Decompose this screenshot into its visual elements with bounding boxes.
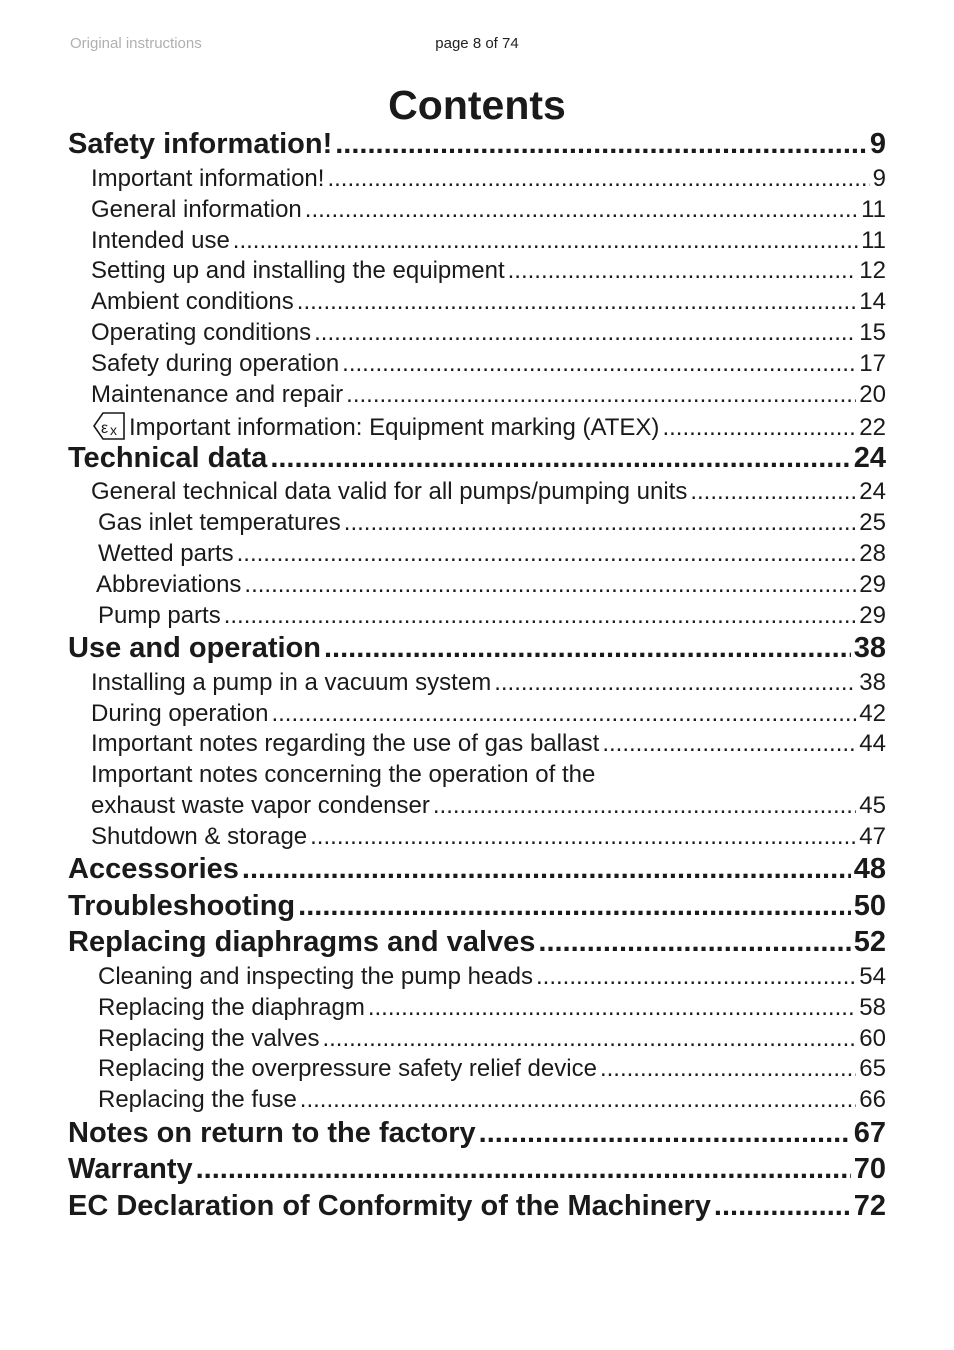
toc-entry-page: 60: [859, 1025, 886, 1052]
toc-entry-page: 52: [853, 926, 886, 958]
toc-entry-title: Warranty: [68, 1153, 193, 1185]
toc-entry[interactable]: [68, 926, 886, 959]
toc-entry-title: Troubleshooting: [68, 890, 296, 922]
toc-entry-title: Technical data: [68, 442, 268, 474]
toc-leader-dots: [224, 602, 857, 630]
toc-leader-dots: [271, 700, 856, 728]
toc-entry-page: 38: [853, 632, 886, 664]
toc-entry-title: Important information!: [91, 165, 325, 192]
toc-entry-title: Replacing the fuse: [98, 1086, 297, 1113]
toc-entry-page: 20: [859, 381, 886, 408]
toc-entry-title: Abbreviations: [96, 571, 242, 598]
toc-entry-page: 14: [859, 288, 886, 315]
toc-leader-dots: [346, 381, 856, 409]
toc-entry-page: 72: [853, 1190, 886, 1222]
toc-leader-dots: [322, 1025, 856, 1053]
toc-entry-page: 50: [853, 890, 886, 922]
toc-entry[interactable]: [98, 1025, 886, 1053]
toc-entry[interactable]: [98, 1055, 886, 1083]
toc-leader-dots: [327, 165, 869, 193]
toc-entry-title: Ambient conditions: [91, 288, 294, 315]
page-title: Contents: [388, 82, 566, 128]
toc-entry[interactable]: [68, 632, 886, 665]
toc-entry-title: Maintenance and repair: [91, 381, 344, 408]
toc-leader-dots: [342, 350, 856, 378]
toc-entry[interactable]: [68, 1153, 886, 1186]
toc-entry[interactable]: [98, 963, 886, 991]
toc-entry[interactable]: [91, 730, 886, 758]
toc-entry-title: During operation: [91, 700, 269, 727]
toc-entry[interactable]: [91, 700, 886, 728]
toc-entry[interactable]: [91, 381, 886, 409]
toc-entry-title: Important information: Equipment marking (ATEX): [129, 414, 660, 441]
toc-entry-title: Notes on return to the factory: [68, 1117, 476, 1149]
toc-entry-page: 67: [853, 1117, 886, 1149]
toc-leader-dots: [237, 540, 857, 568]
toc-leader-dots: [508, 257, 857, 285]
toc-entry[interactable]: [98, 602, 886, 630]
toc-leader-dots: [298, 890, 851, 923]
toc-entry-page: 29: [859, 602, 886, 629]
toc-entry-page: 9: [869, 128, 886, 160]
toc-leader-dots: [433, 792, 856, 820]
toc-entry[interactable]: [68, 1190, 886, 1223]
toc-leader-dots: [242, 853, 851, 886]
toc-leader-dots: [196, 1153, 851, 1186]
toc-leader-dots: [300, 1086, 857, 1114]
toc-entry[interactable]: [91, 411, 886, 442]
toc-entry[interactable]: [91, 227, 886, 255]
toc-leader-dots: [344, 509, 857, 537]
toc-leader-dots: [479, 1117, 851, 1150]
toc-entry-title: EC Declaration of Conformity of the Machinery: [68, 1190, 711, 1222]
toc-leader-dots: [270, 442, 850, 475]
toc-leader-dots: [600, 1055, 856, 1083]
toc-entry-page: 45: [859, 792, 886, 819]
svg-text:ε: ε: [101, 420, 109, 437]
toc-entry-page: 28: [859, 540, 886, 567]
toc-leader-dots: [690, 478, 856, 506]
toc-entry-title: Pump parts: [98, 602, 221, 629]
toc-entry-page: 24: [853, 442, 886, 474]
toc-leader-dots: [305, 196, 858, 224]
toc-entry-page: 25: [859, 509, 886, 536]
toc-entry-title: Replacing diaphragms and valves: [68, 926, 536, 958]
toc-entry-page: 38: [859, 669, 886, 696]
toc-leader-dots: [324, 632, 851, 665]
toc-entry-page: 29: [859, 571, 886, 598]
toc-leader-dots: [538, 926, 850, 959]
toc-entry[interactable]: [96, 571, 886, 599]
toc-entry-title: Safety information!: [68, 128, 333, 160]
toc-entry-page: 9: [872, 165, 886, 192]
toc-entry-page: 54: [859, 963, 886, 990]
toc-entry[interactable]: [91, 288, 886, 316]
toc-entry-title: Setting up and installing the equipment: [91, 257, 505, 284]
toc-leader-dots: [368, 994, 856, 1022]
toc-entry[interactable]: [91, 350, 886, 378]
toc-entry-title: Operating conditions: [91, 319, 312, 346]
toc-entry[interactable]: [91, 319, 886, 347]
toc-entry[interactable]: [91, 823, 886, 851]
toc-leader-dots: [310, 823, 856, 851]
toc-entry[interactable]: [98, 540, 886, 568]
ex-marking-icon: [91, 411, 127, 441]
toc-entry-title-line1: Important notes concerning the operation of the: [91, 761, 596, 788]
toc-entry[interactable]: [68, 1117, 886, 1150]
toc-entry-title: Installing a pump in a vacuum system: [91, 669, 492, 696]
toc-entry[interactable]: [68, 442, 886, 475]
toc-entry-page: 65: [859, 1055, 886, 1082]
toc-entry-title: General information: [91, 196, 302, 223]
toc-leader-dots: [244, 571, 856, 599]
toc-entry-title: General technical data valid for all pumps/pumping units: [91, 478, 688, 505]
toc-entry[interactable]: [91, 196, 886, 224]
toc-entry-page: 47: [859, 823, 886, 850]
toc-entry[interactable]: [98, 994, 886, 1022]
toc-entry[interactable]: [91, 257, 886, 285]
toc-entry-title: Replacing the diaphragm: [98, 994, 365, 1021]
header-original-instructions: Original instructions: [70, 35, 202, 52]
toc-leader-dots: [314, 319, 856, 347]
toc-entry-title: Cleaning and inspecting the pump heads: [98, 963, 533, 990]
toc-entry[interactable]: [98, 509, 886, 537]
toc-entry[interactable]: [91, 478, 886, 506]
toc-entry[interactable]: [91, 669, 886, 697]
toc-entry-title: Replacing the overpressure safety relief device: [98, 1055, 597, 1082]
toc-entry-page: 24: [859, 478, 886, 505]
toc-entry-page: 11: [861, 227, 886, 254]
toc-entry-page: 66: [859, 1086, 886, 1113]
toc-leader-dots: [662, 414, 856, 442]
toc-entry-page: 58: [859, 994, 886, 1021]
toc-leader-dots: [297, 288, 857, 316]
svg-text:x: x: [110, 422, 117, 438]
toc-entry-title: exhaust waste vapor condenser: [91, 792, 430, 819]
toc-entry-page: 15: [859, 319, 886, 346]
page-number-label: page 8 of 74: [435, 35, 519, 52]
toc-leader-dots: [714, 1190, 851, 1223]
toc-leader-dots: [536, 963, 856, 991]
toc-entry[interactable]: [68, 890, 886, 923]
toc-entry-title: Accessories: [68, 853, 239, 885]
toc-entry-title: Gas inlet temperatures: [98, 509, 341, 536]
toc-entry-page: 44: [859, 730, 886, 757]
toc-entry[interactable]: [68, 853, 886, 886]
toc-entry-page: 17: [859, 350, 886, 377]
toc-leader-dots: [602, 730, 856, 758]
toc-entry[interactable]: [98, 1086, 886, 1114]
toc-leader-dots: [335, 128, 867, 161]
toc-entry[interactable]: [91, 165, 886, 193]
toc-entry-page: 11: [861, 196, 886, 223]
toc-entry[interactable]: [68, 128, 886, 161]
toc-entry-page: 22: [859, 414, 886, 441]
toc-entry-title: Intended use: [91, 227, 230, 254]
toc-leader-dots: [494, 669, 856, 697]
toc-entry-page: 70: [853, 1153, 886, 1185]
toc-entry-page: 42: [859, 700, 886, 727]
toc-entry-title: Safety during operation: [91, 350, 340, 377]
toc-entry-title: Wetted parts: [98, 540, 234, 567]
toc-leader-dots: [233, 227, 858, 255]
toc-entry-title: Replacing the valves: [98, 1025, 320, 1052]
toc-entry-title: Shutdown & storage: [91, 823, 308, 850]
toc-entry-title: Use and operation: [68, 632, 321, 664]
toc-entry-page: 12: [859, 257, 886, 284]
toc-entry[interactable]: [91, 792, 886, 820]
toc-entry-page: 48: [853, 853, 886, 885]
toc-entry-title: Important notes regarding the use of gas ballast: [91, 730, 600, 757]
